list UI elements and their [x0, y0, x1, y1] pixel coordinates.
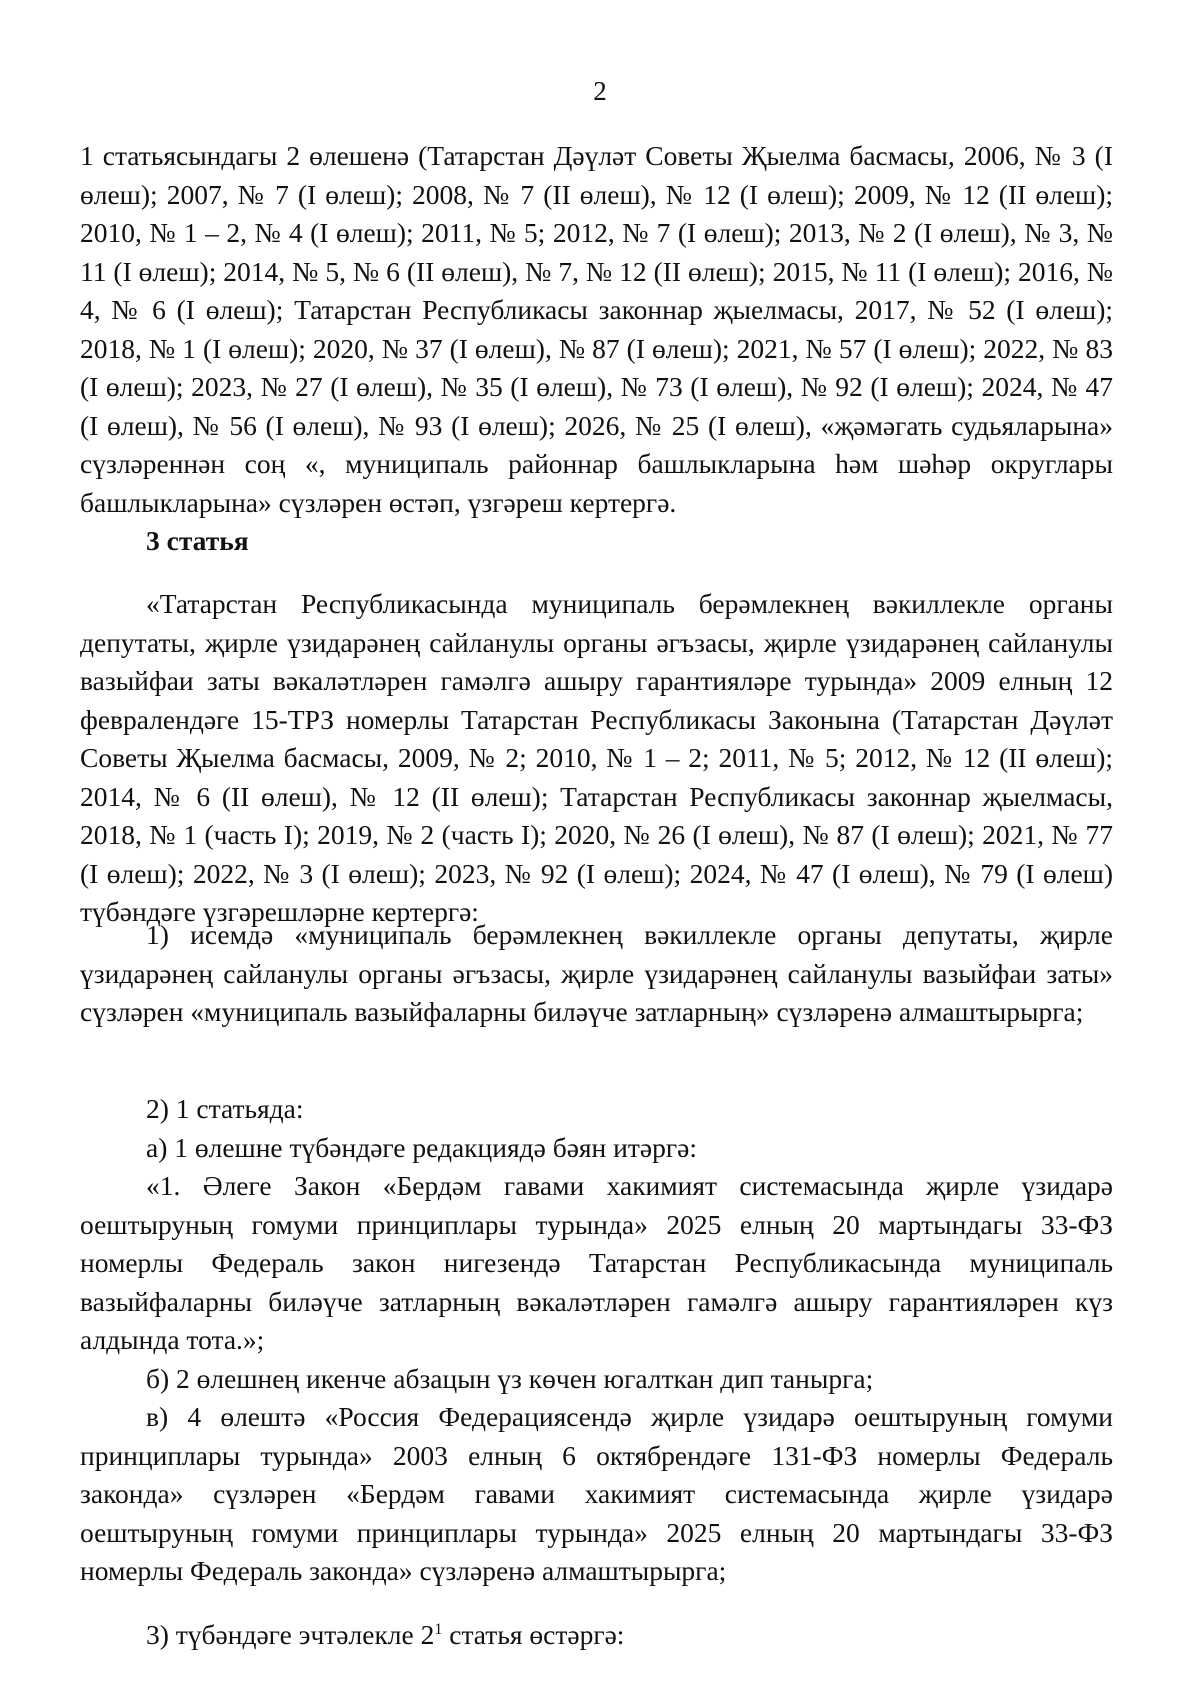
item-3-paragraph: [80, 1616, 1113, 1655]
article-3-heading: 3 статья: [146, 525, 249, 556]
item-2-block: [80, 1090, 1113, 1591]
article-3-intro-block: [80, 585, 1113, 932]
item-2a-paragraph: а) 1 өлешне түбәндәге редакциядә бәян итәргә:: [146, 1131, 697, 1163]
paragraph-continuation: 1 статьясындагы 2 өлешенә (Татарстан Дәүләт Советы Җыелма басмасы, 2006, № 3 (I өлеш); 2007, № 7 (I өлеш); 2008, № 7 (II өлеш), № 12 (I өлеш); 2009, № 12 (II өлеш); 2010, № 1 – 2, № 4 (I өлеш); 2011, № 5; 2012, № 7 (I өлеш); 2013, № 2 (I өлеш), № 3, № 11 (I өлеш); 2014, № 5, № 6 (II өлеш), № 7, № 12 (II өлеш); 2015, № 11 (I өлеш); 2016, № 4, № 6 (I өлеш); Татарстан Республикасы законнар җыелмасы, 2017, № 52 (I өлеш); 2018, № 1 (I өлеш); 2020, № 37 (I өлеш), № 87 (I өлеш); 2021, № 57 (I өлеш); 2022, № 83 (I өлеш); 2023, № 27 (I өлеш), № 35 (I өлеш), № 73 (I өлеш), № 92 (I өлеш); 2024, № 47 (I өлеш), № 56 (I өлеш), № 93 (I өлеш); 2026, № 25 (I өлеш), «җәмәгать судьяларына» сүзләреннән соң «, муниципаль районнар башлыкларына һәм шәһәр округлары башлыкларына» сүзләрен өстәп, үзгәреш кертергә.: [80, 140, 1113, 518]
item-3-block: [80, 1616, 1113, 1655]
article-heading-block: [80, 522, 1113, 561]
article-3-intro-paragraph: «Татарстан Республикасында муниципаль берәмлекнең вәкиллекле органы депутаты, җирле үзидарәнең сайланулы органы әгъзасы, җирле үзидарәнең сайланулы вазыйфаи заты вәкаләтләрен гамәлгә ашыру гарантияләре турында» 2009 елның 12 февралендәге 15-ТРЗ номерлы Татарстан Республикасы Законына (Татарстан Дәүләт Советы Җыелма басмасы, 2009, № 2; 2010, № 1 – 2; 2011, № 5; 2012, № 12 (II өлеш); 2014, № 6 (II өлеш), № 12 (II өлеш); Татарстан Республикасы законнар җыелмасы, 2018, № 1 (часть I); 2019, № 2 (часть I); 2020, № 26 (I өлеш), № 87 (I өлеш); 2021, № 77 (I өлеш); 2022, № 3 (I өлеш); 2023, № 92 (I өлеш); 2024, № 47 (I өлеш), № 79 (I өлеш) түбәндәге үзгәрешләрне кертергә:: [80, 588, 1113, 927]
item-3-text-after: статья өстәргә:: [442, 1619, 625, 1650]
page-number: 2: [593, 76, 607, 106]
item-1-block: [80, 916, 1113, 1032]
item-2a-quote-paragraph: «1. Әлеге Закон «Бердәм гавами хакимият системасында җирле үзидарә оештыруның гомуми принциплары турында» 2025 елның 20 мартындагы 33-ФЗ номерлы Федераль закон нигезендә Татарстан Республикасында муниципаль вазыйфаларны биләүче затларның вәкаләтләрен гамәлгә ашыру гарантияләрен күз алдында тота.»;: [80, 1170, 1113, 1355]
item-2c-paragraph: в) 4 өлештә «Россия Федерациясендә җирле үзидарә оештыруның гомуми принциплары турында» 2003 елның 6 октябрендәге 131-ФЗ номерлы Федераль законда» сүзләрен «Бердәм гавами хакимият системасында җирле үзидарә оештыруның гомуми принциплары турында» 2025 елның 20 мартындагы 33-ФЗ номерлы Федераль законда» сүзләренә алмаштырырга;: [80, 1401, 1113, 1586]
item-2b-paragraph: б) 2 өлешнең икенче абзацын үз көчен югалткан дип танырга;: [146, 1362, 874, 1394]
item-2-paragraph: 2) 1 статьяда:: [146, 1093, 304, 1124]
paragraph-continuation-block: [80, 137, 1113, 522]
item-3-text-before: 3) түбәндәге эчтәлекле 2: [146, 1619, 435, 1650]
item-1-paragraph: 1) исемдә «муниципаль берәмлекнең вәкиллекле органы депутаты, җирле үзидарәнең сайланулы органы әгъзасы, җирле үзидарәнең сайланулы вазыйфаи заты» сүзләрен «муниципаль вазыйфаларны биләүче затларның» сүзләренә алмаштырырга;: [80, 919, 1113, 1027]
item-3-superscript: 1: [434, 1620, 443, 1638]
